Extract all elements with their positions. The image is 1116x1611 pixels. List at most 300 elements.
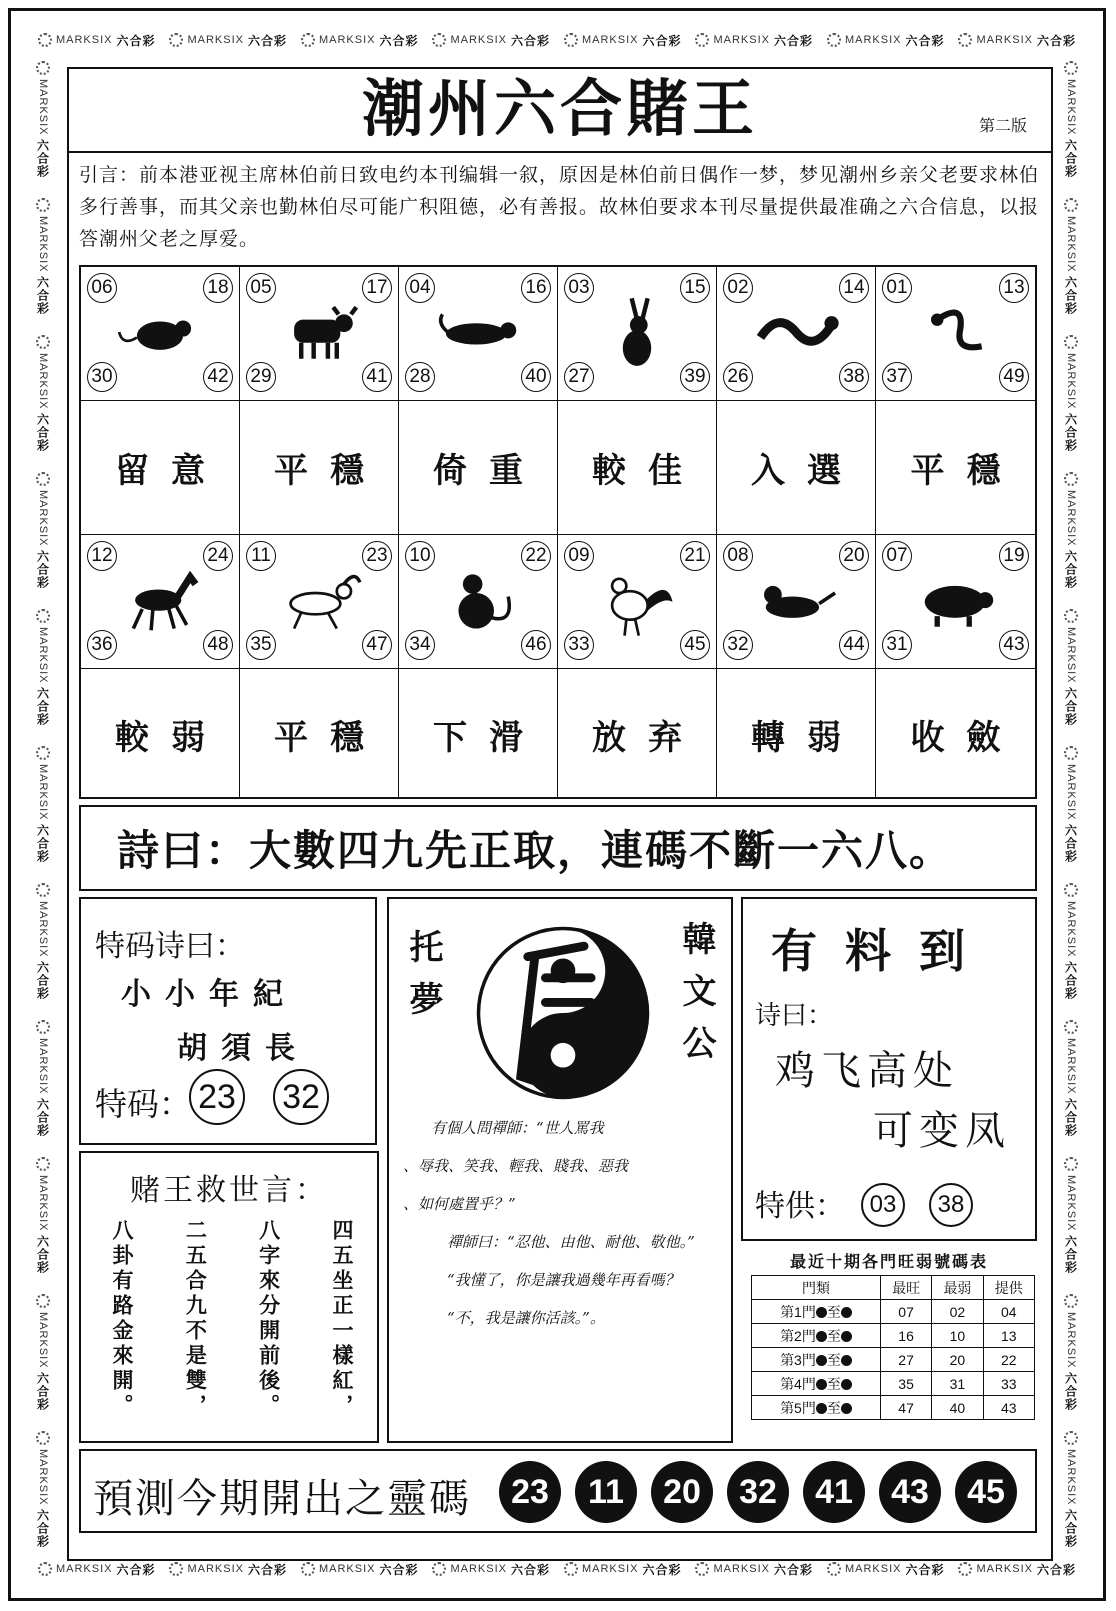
watermark-unit: [38, 1561, 156, 1578]
prediction-ball: 41: [803, 1461, 865, 1523]
flower-icon: [1064, 472, 1078, 486]
zodiac-cell: [717, 535, 876, 669]
watermark-cjk: 六合彩: [35, 1098, 50, 1138]
dot-icon: [816, 1379, 827, 1390]
watermark-left: [23, 51, 63, 1558]
special-poem-line1: 小小年紀: [121, 977, 297, 1012]
watermark-cjk: 六合彩: [248, 33, 288, 48]
flower-icon: [301, 1562, 315, 1576]
watermark-cjk: 六合彩: [774, 1562, 814, 1577]
watermark-latin: MARKSIX: [187, 34, 244, 46]
flower-icon: [36, 746, 50, 760]
watermark-latin: MARKSIX: [581, 34, 639, 46]
watermark-latin: MARKSIX: [37, 626, 49, 684]
watermark-latin: MARKSIX: [37, 1174, 49, 1232]
watermark-latin: MARKSIX: [37, 489, 49, 547]
zodiac-verdict-cell: [876, 669, 1035, 799]
watermark-cjk: 六合彩: [1037, 33, 1077, 48]
stats-max: 07: [880, 1300, 931, 1324]
zodiac-verdict: 放弃: [592, 717, 704, 758]
prediction-ball: 20: [651, 1461, 713, 1523]
flower-icon: [827, 33, 841, 47]
watermark-cjk: 六合彩: [1063, 1098, 1078, 1138]
flower-icon: [36, 883, 50, 897]
page-frame: [8, 8, 1106, 1601]
watermark-cjk: 六合彩: [1063, 824, 1078, 864]
prediction-ball: 32: [727, 1461, 789, 1523]
flower-icon: [1064, 1294, 1078, 1308]
watermark-latin: MARKSIX: [976, 34, 1033, 46]
watermark-unit: [1063, 1294, 1080, 1412]
pig-icon: [910, 561, 1000, 641]
prediction-ball: 43: [879, 1461, 941, 1523]
zodiac-verdict-cell: [81, 669, 240, 799]
zodiac-verdict-cell: [399, 401, 558, 535]
zodiac-number: 47: [362, 630, 392, 660]
watermark-unit: [38, 32, 156, 49]
goat-icon: [274, 561, 364, 641]
zodiac-cell: [876, 535, 1035, 669]
zodiac-number: 21: [680, 541, 710, 571]
flower-icon: [695, 33, 709, 47]
sayings-columns: [107, 1219, 357, 1429]
flower-icon: [1064, 335, 1078, 349]
dream-dialog: [403, 1109, 721, 1337]
sayings-column: 二五合九不是雙，: [183, 1219, 208, 1419]
zodiac-number: 19: [999, 541, 1029, 571]
poem-banner: 詩曰：大數四九先正取，連碼不斷一六八。: [79, 805, 1037, 891]
flower-icon: [36, 61, 50, 75]
ox-icon: [274, 293, 364, 373]
stats-offer: 13: [983, 1324, 1034, 1348]
zodiac-verdict: 收斂: [910, 717, 1023, 758]
flower-icon: [1064, 1020, 1078, 1034]
watermark-latin: MARKSIX: [713, 1563, 770, 1575]
prediction-label: 預測今期開出之靈碼: [93, 1476, 471, 1522]
sayings-column: 八字來分開前後。: [256, 1219, 281, 1419]
stats-max: 47: [880, 1396, 931, 1420]
watermark-top: [31, 25, 1083, 55]
watermark-latin: MARKSIX: [1065, 352, 1077, 410]
zodiac-verdict-cell: [399, 669, 558, 799]
watermark-cjk: 六合彩: [1063, 1509, 1078, 1549]
zodiac-verdict-cell: [717, 669, 876, 799]
flower-icon: [1064, 609, 1078, 623]
watermark-latin: MARKSIX: [844, 34, 902, 46]
zodiac-number: 01: [882, 273, 912, 303]
stats-connector: 至: [826, 1351, 841, 1368]
zodiac-number: 08: [723, 541, 753, 571]
watermark-unit: [1063, 609, 1080, 727]
watermark-latin: MARKSIX: [1065, 626, 1077, 684]
stats-gate-cell: [752, 1348, 881, 1372]
watermark-latin: MARKSIX: [1065, 900, 1077, 958]
dream-line: 有個人問禪師：“世人罵我: [431, 1119, 604, 1137]
watermark-cjk: 六合彩: [642, 33, 682, 48]
flower-icon: [432, 33, 446, 47]
stats-header: 最旺: [880, 1276, 931, 1300]
watermark-unit: [35, 1020, 52, 1138]
flower-icon: [301, 33, 315, 47]
zodiac-number: 05: [246, 273, 276, 303]
zodiac-verdict-cell: [240, 401, 399, 535]
zodiac-number: 33: [564, 630, 594, 660]
watermark-cjk: 六合彩: [35, 961, 50, 1001]
zodiac-verdict: 轉弱: [751, 717, 863, 758]
zodiac-verdict: 較佳: [592, 451, 704, 491]
tiger-icon: [433, 293, 523, 373]
supply-label: 特供：: [755, 1189, 845, 1224]
sayings-box: [79, 1151, 379, 1443]
watermark-unit: [827, 1561, 945, 1578]
zodiac-verdict: 平穩: [274, 717, 386, 758]
prediction-bar: [79, 1449, 1037, 1533]
zodiac-number: 28: [405, 362, 435, 392]
zodiac-number: 26: [723, 362, 753, 392]
stats-row: [752, 1324, 1035, 1348]
monkey-icon: [433, 561, 523, 641]
stats-offer: 33: [983, 1372, 1034, 1396]
stats-gate: 第4門: [780, 1375, 816, 1392]
watermark-latin: MARKSIX: [450, 1563, 507, 1575]
zodiac-cell: [717, 267, 876, 401]
zodiac-number: 27: [564, 362, 594, 392]
flower-icon: [564, 33, 578, 47]
watermark-latin: MARKSIX: [55, 34, 113, 46]
zodiac-number: 22: [521, 541, 551, 571]
watermark-unit: [169, 1561, 287, 1578]
sayings-column: 四五坐正一樣紅，: [329, 1219, 354, 1419]
watermark-latin: MARKSIX: [37, 78, 49, 136]
stats-max: 16: [880, 1324, 931, 1348]
stats-connector: 至: [826, 1303, 841, 1320]
watermark-latin: MARKSIX: [318, 1563, 376, 1575]
prediction-ball: 23: [499, 1461, 561, 1523]
stats-row: [752, 1372, 1035, 1396]
title-divider: [69, 151, 1051, 153]
watermark-latin: MARKSIX: [37, 900, 49, 958]
special-number-label: 特码：: [95, 1085, 192, 1123]
dream-line: 禪師曰：“忍他、由他、耐他、敬他。”: [447, 1233, 695, 1251]
watermark-unit: [301, 32, 419, 49]
watermark-latin: MARKSIX: [37, 763, 49, 821]
stats-gate: 第3門: [780, 1351, 816, 1368]
watermark-latin: MARKSIX: [37, 352, 49, 410]
flower-icon: [36, 1431, 50, 1445]
watermark-unit: [301, 1561, 419, 1578]
watermark-latin: MARKSIX: [318, 34, 376, 46]
flower-icon: [36, 335, 50, 349]
zodiac-number: 39: [680, 362, 710, 392]
watermark-latin: MARKSIX: [976, 1563, 1033, 1575]
dream-box: [387, 897, 733, 1443]
zodiac-number: 14: [839, 273, 869, 303]
flower-icon: [1064, 746, 1078, 760]
flower-icon: [36, 609, 50, 623]
zodiac-number: 45: [680, 630, 710, 660]
watermark-cjk: 六合彩: [379, 1562, 419, 1577]
zodiac-cell: [240, 535, 399, 669]
zodiac-number: 41: [362, 362, 392, 392]
dragon-icon: [751, 293, 841, 373]
watermark-cjk: 六合彩: [511, 1562, 551, 1577]
flower-icon: [827, 1562, 841, 1576]
zodiac-number: 04: [405, 273, 435, 303]
flower-icon: [432, 1562, 446, 1576]
stats-min: 02: [932, 1300, 983, 1324]
flower-icon: [36, 1157, 50, 1171]
dream-right-label: 韓文公: [676, 921, 716, 1077]
watermark-latin: MARKSIX: [1065, 1174, 1077, 1232]
stats-title: 最近十期各門旺弱號碼表: [789, 1252, 988, 1271]
sayings-column: 八卦有路金來開。: [110, 1219, 134, 1419]
watermark-unit: [1063, 1431, 1080, 1549]
watermark-cjk: 六合彩: [35, 1509, 50, 1549]
zodiac-cell: [399, 535, 558, 669]
zodiac-number: 20: [839, 541, 869, 571]
material-poem-label: 诗曰：: [755, 1001, 834, 1031]
watermark-cjk: 六合彩: [379, 33, 419, 48]
watermark-latin: MARKSIX: [1065, 1037, 1077, 1095]
watermark-latin: MARKSIX: [713, 34, 770, 46]
stats-offer: 43: [983, 1396, 1034, 1420]
watermark-latin: MARKSIX: [844, 1563, 902, 1575]
content-frame: [67, 67, 1053, 1561]
watermark-cjk: 六合彩: [1063, 550, 1078, 590]
page-title: 潮州六合賭王: [361, 72, 758, 145]
yin-yang-icon: [475, 925, 651, 1101]
watermark-cjk: 六合彩: [35, 687, 50, 727]
flower-icon: [564, 1562, 578, 1576]
zodiac-number: 16: [521, 273, 551, 303]
watermark-unit: [1063, 883, 1080, 1001]
watermark-latin: MARKSIX: [1065, 489, 1077, 547]
watermark-unit: [169, 32, 287, 49]
zodiac-number: 30: [87, 362, 117, 392]
watermark-unit: [564, 32, 682, 49]
watermark-latin: MARKSIX: [37, 1448, 49, 1506]
material-head: 有料到: [771, 924, 993, 978]
zodiac-verdict-cell: [717, 401, 876, 535]
watermark-unit: [35, 1294, 52, 1412]
stats-row: [752, 1396, 1035, 1420]
zodiac-number: 44: [839, 630, 869, 660]
flower-icon: [958, 33, 972, 47]
zodiac-number: 48: [203, 630, 233, 660]
stats-gate-cell: [752, 1300, 881, 1324]
flower-icon: [1064, 198, 1078, 212]
watermark-cjk: 六合彩: [35, 276, 50, 316]
watermark-cjk: 六合彩: [1063, 413, 1078, 453]
zodiac-number: 49: [999, 362, 1029, 392]
watermark-latin: MARKSIX: [450, 34, 507, 46]
watermark-unit: [1063, 746, 1080, 864]
watermark-latin: MARKSIX: [1065, 1448, 1077, 1506]
stats-header: 最弱: [932, 1276, 983, 1300]
dot-icon: [841, 1307, 852, 1318]
edition-label: 第二版: [978, 116, 1027, 135]
watermark-unit: [1063, 1020, 1080, 1138]
stats-max: 27: [880, 1348, 931, 1372]
watermark-unit: [35, 609, 52, 727]
stats-gate-cell: [752, 1372, 881, 1396]
dot-icon: [841, 1379, 852, 1390]
stats-row: [752, 1300, 1035, 1324]
stats-row: [752, 1348, 1035, 1372]
watermark-cjk: 六合彩: [1063, 961, 1078, 1001]
dog-icon: [751, 561, 841, 641]
flower-icon: [958, 1562, 972, 1576]
watermark-unit: [35, 61, 52, 179]
watermark-latin: MARKSIX: [37, 1037, 49, 1095]
watermark-unit: [35, 198, 52, 316]
stats-connector: 至: [826, 1399, 841, 1416]
dot-icon: [816, 1403, 827, 1414]
zodiac-number: 34: [405, 630, 435, 660]
watermark-cjk: 六合彩: [774, 33, 814, 48]
watermark-cjk: 六合彩: [642, 1562, 682, 1577]
watermark-latin: MARKSIX: [187, 1563, 244, 1575]
stats-header: 門類: [752, 1276, 881, 1300]
zodiac-number: 13: [999, 273, 1029, 303]
special-poem-label: 特码诗曰：: [95, 929, 245, 964]
watermark-unit: [35, 883, 52, 1001]
watermark-unit: [35, 1157, 52, 1275]
dot-icon: [816, 1355, 827, 1366]
watermark-cjk: 六合彩: [1063, 1235, 1078, 1275]
watermark-latin: MARKSIX: [37, 1311, 49, 1369]
zodiac-number: 02: [723, 273, 753, 303]
zodiac-number: 36: [87, 630, 117, 660]
zodiac-cell: [558, 267, 717, 401]
zodiac-verdict: 倚重: [433, 451, 545, 491]
material-box: [741, 897, 1037, 1241]
zodiac-number: 11: [246, 541, 276, 571]
stats-connector: 至: [826, 1375, 841, 1392]
watermark-latin: MARKSIX: [1065, 215, 1077, 273]
rat-icon: [115, 293, 205, 373]
watermark-cjk: 六合彩: [35, 139, 50, 179]
watermark-unit: [1063, 335, 1080, 453]
stats-connector: 至: [826, 1327, 841, 1344]
zodiac-cell: [81, 267, 240, 401]
sayings-title: 赌王救世言：: [130, 1173, 328, 1208]
watermark-unit: [35, 472, 52, 590]
watermark-cjk: 六合彩: [248, 1562, 288, 1577]
stats-min: 40: [932, 1396, 983, 1420]
zodiac-number: 29: [246, 362, 276, 392]
zodiac-number: 31: [882, 630, 912, 660]
rabbit-icon: [592, 293, 682, 373]
supply-number-ball: 03: [861, 1183, 905, 1227]
prediction-ball: 11: [575, 1461, 637, 1523]
watermark-latin: MARKSIX: [55, 1563, 113, 1575]
stats-max: 35: [880, 1372, 931, 1396]
zodiac-number: 46: [521, 630, 551, 660]
watermark-unit: [958, 1561, 1076, 1578]
zodiac-number: 07: [882, 541, 912, 571]
stats-gate: 第5門: [780, 1399, 816, 1416]
zodiac-verdict: 下滑: [433, 717, 545, 758]
zodiac-number: 10: [405, 541, 435, 571]
flower-icon: [36, 198, 50, 212]
watermark-latin: MARKSIX: [1065, 1311, 1077, 1369]
zodiac-verdict: 入選: [751, 451, 863, 491]
dream-line: 、如何處置乎？”: [403, 1195, 516, 1213]
zodiac-grid: [79, 265, 1037, 799]
stats-gate: 第2門: [780, 1327, 816, 1344]
special-number-ball: 23: [189, 1069, 245, 1125]
zodiac-verdict-cell: [240, 669, 399, 799]
watermark-latin: MARKSIX: [1065, 763, 1077, 821]
dot-icon: [841, 1355, 852, 1366]
flower-icon: [1064, 1431, 1078, 1445]
flower-icon: [1064, 1157, 1078, 1171]
zodiac-cell: [240, 267, 399, 401]
supply-number-ball: 38: [929, 1183, 973, 1227]
zodiac-number: 38: [839, 362, 869, 392]
special-number-ball: 32: [273, 1069, 329, 1125]
intro-text: 引言：前本港亚视主席林伯前日致电约本刊编辑一叙，原因是林伯前日偶作一梦，梦见潮州乡亲父老要求林伯多行善事，而其父亲也勤林伯尽可能广积阻德，必有善报。故林伯要求本刊尽量提供最准确之六合信息，以报答潮州父老之厚爱。: [79, 164, 1040, 250]
zodiac-number: 09: [564, 541, 594, 571]
zodiac-verdict-cell: [558, 401, 717, 535]
watermark-unit: [1063, 1157, 1080, 1275]
dream-line: “我懂了，你是讓我過幾年再看嗎？: [447, 1271, 680, 1289]
watermark-cjk: 六合彩: [35, 413, 50, 453]
zodiac-number: 32: [723, 630, 753, 660]
stats-gate: 第1門: [780, 1303, 816, 1320]
watermark-cjk: 六合彩: [1063, 139, 1078, 179]
watermark-latin: MARKSIX: [1065, 78, 1077, 136]
zodiac-cell: [399, 267, 558, 401]
dream-line: “不，我是讓你活該。”。: [447, 1309, 605, 1327]
flower-icon: [169, 33, 183, 47]
watermark-unit: [695, 32, 813, 49]
zodiac-cell: [876, 267, 1035, 401]
stats-min: 31: [932, 1372, 983, 1396]
flower-icon: [1064, 883, 1078, 897]
watermark-cjk: 六合彩: [35, 1235, 50, 1275]
flower-icon: [1064, 61, 1078, 75]
dot-icon: [816, 1331, 827, 1342]
watermark-unit: [695, 1561, 813, 1578]
flower-icon: [169, 1562, 183, 1576]
zodiac-number: 37: [882, 362, 912, 392]
stats-header: 提供: [983, 1276, 1034, 1300]
watermark-cjk: 六合彩: [116, 1562, 156, 1577]
zodiac-number: 17: [362, 273, 392, 303]
watermark-unit: [827, 32, 945, 49]
zodiac-number: 15: [680, 273, 710, 303]
watermark-cjk: 六合彩: [116, 33, 156, 48]
zodiac-number: 35: [246, 630, 276, 660]
watermark-unit: [564, 1561, 682, 1578]
zodiac-verdict-cell: [81, 401, 240, 535]
zodiac-verdict-cell: [876, 401, 1035, 535]
zodiac-number: 23: [362, 541, 392, 571]
flower-icon: [38, 33, 52, 47]
watermark-cjk: 六合彩: [35, 824, 50, 864]
stats-header-row: [752, 1276, 1035, 1300]
dream-line: 、辱我、笑我、輕我、賤我、惡我: [403, 1157, 629, 1175]
watermark-unit: [1063, 61, 1080, 179]
watermark-unit: [1063, 472, 1080, 590]
zodiac-number: 03: [564, 273, 594, 303]
watermark-unit: [432, 1561, 550, 1578]
watermark-cjk: 六合彩: [905, 1562, 945, 1577]
zodiac-number: 43: [999, 630, 1029, 660]
watermark-latin: MARKSIX: [37, 215, 49, 273]
